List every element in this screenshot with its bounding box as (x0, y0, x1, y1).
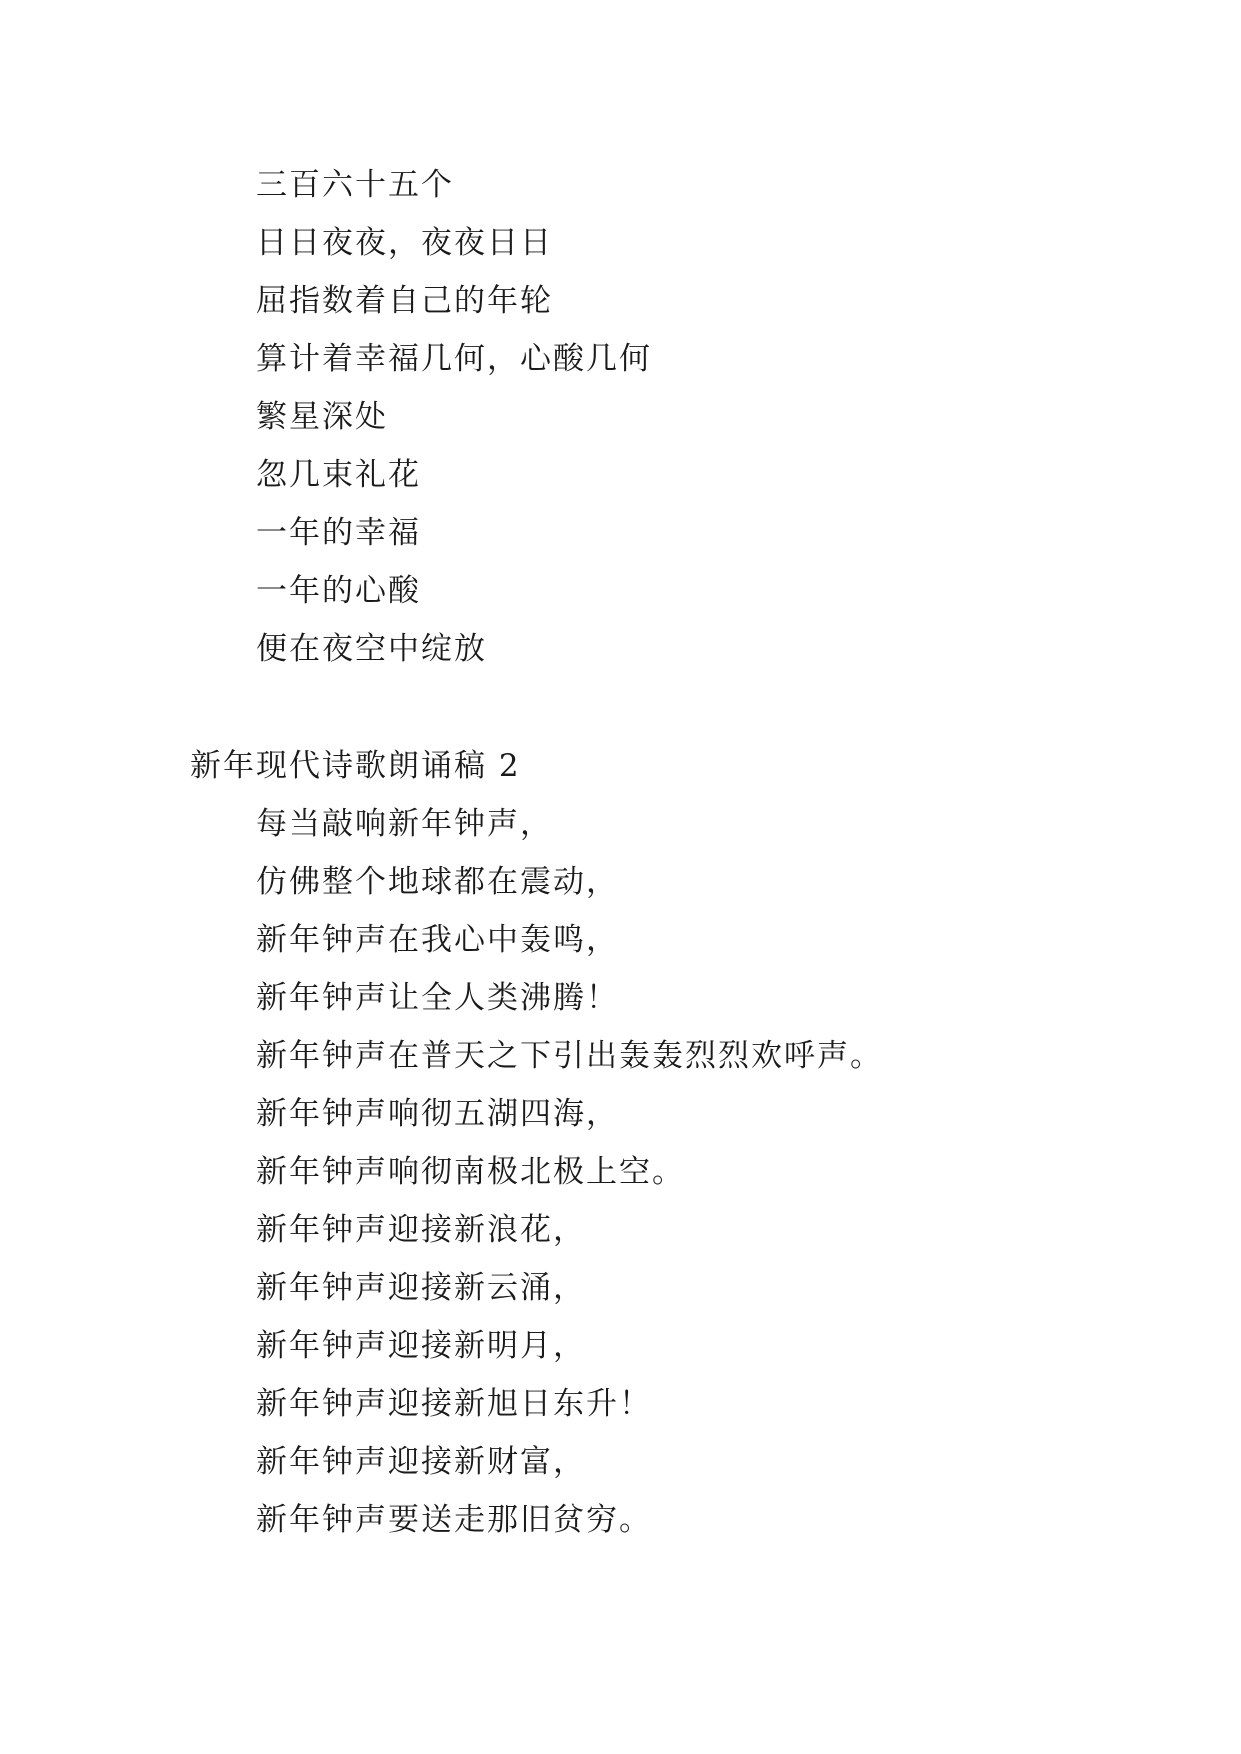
poem-line: 繁星深处 (256, 399, 388, 435)
poem-line: 新年钟声响彻五湖四海， (256, 1096, 619, 1132)
poem-line: 新年钟声迎接新云涌， (256, 1270, 586, 1306)
poem-line: 新年钟声让全人类沸腾！ (256, 980, 619, 1016)
poem-line: 算计着幸福几何，心酸几何 (256, 341, 652, 377)
poem-line: 仿佛整个地球都在震动， (256, 864, 619, 900)
poem-line: 一年的幸福 (256, 515, 421, 551)
poem-line: 三百六十五个 (256, 167, 454, 203)
poem-line: 一年的心酸 (256, 573, 421, 609)
poem-line: 新年钟声在我心中轰鸣， (256, 922, 619, 958)
poem-line: 新年钟声迎接新明月， (256, 1328, 586, 1364)
poem-line: 新年钟声迎接新旭日东升！ (256, 1386, 652, 1422)
poem-line: 新年钟声迎接新财富， (256, 1444, 586, 1480)
poem-line: 屈指数着自己的年轮 (256, 283, 553, 319)
poem-line: 忽几束礼花 (256, 457, 421, 493)
poem-line: 每当敲响新年钟声， (256, 806, 553, 842)
poem-line: 新年钟声在普天之下引出轰轰烈烈欢呼声。 (256, 1038, 883, 1074)
poem-line: 新年钟声响彻南极北极上空。 (256, 1154, 685, 1190)
poem-title: 新年现代诗歌朗诵稿 2 (190, 748, 521, 784)
poem-line: 新年钟声要送走那旧贫穷。 (256, 1502, 652, 1538)
poem-line: 新年钟声迎接新浪花， (256, 1212, 586, 1248)
poem-line: 日日夜夜，夜夜日日 (256, 225, 553, 261)
poem-line: 便在夜空中绽放 (256, 631, 487, 667)
